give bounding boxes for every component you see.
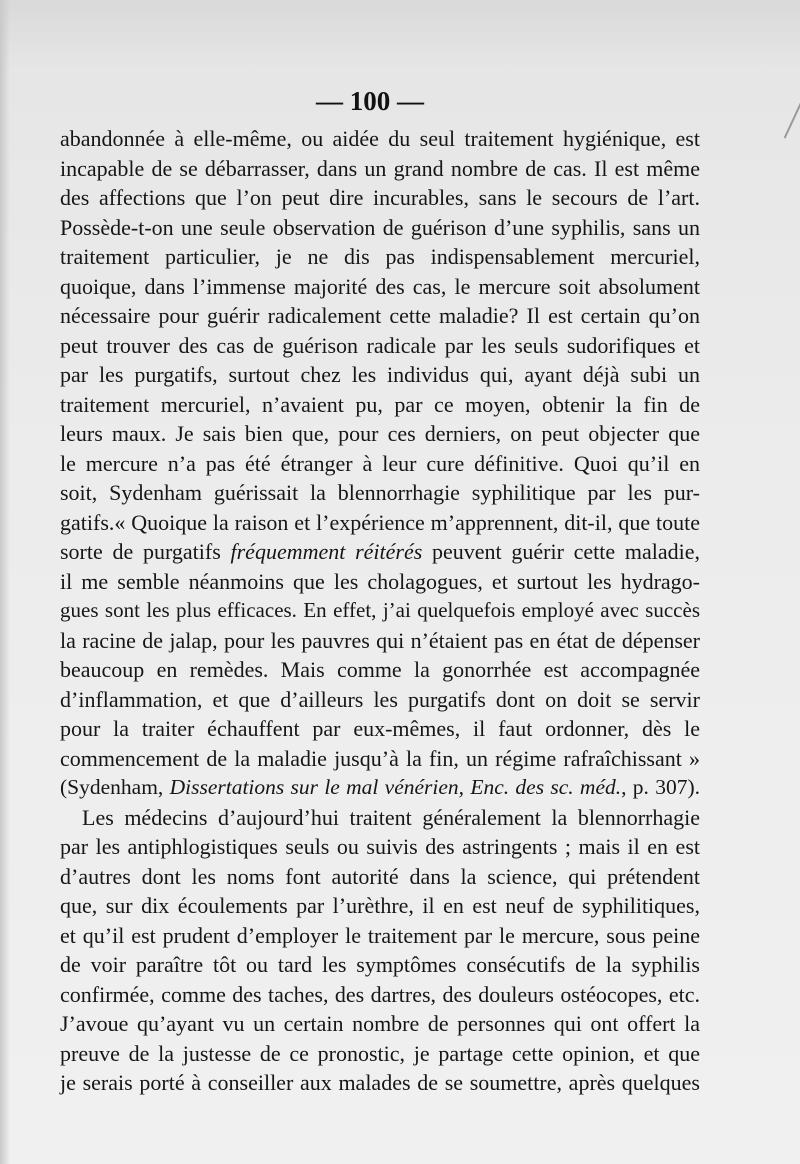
text-line: J’avoue qu’ayant vu un certain nombre de personnes qui ont offert la [60, 1011, 700, 1036]
text-line: confirmée, comme des taches, des dartres, des douleurs ostéocopes, etc. [60, 981, 700, 1007]
text-line-with-emphasis [60, 537, 700, 567]
margin-pencil-mark [784, 101, 800, 138]
text-line: traitement mercuriel, n’avaient pu, par ce moyen, obtenir la fin de [60, 391, 700, 417]
text-line: commencement de la maladie jusqu’à la fin, un régime rafraîchissant » [60, 745, 700, 771]
text-line: de voir paraître tôt ou tard les symptômes consécutifs de la syphilis [60, 952, 700, 977]
text-line: beaucoup en remèdes. Mais comme la gonorrhée est accompagnée [60, 657, 700, 682]
text-line: traitement particulier, je ne dis pas indispensablement mercuriel, [60, 244, 700, 269]
text-line: des affections que l’on peut dire incurables, sans le secours de l’art. [60, 185, 700, 210]
paragraph-start-line: Les médecins d’aujourd’hui traitent généralement la blennorrhagie [82, 804, 700, 830]
text-line: quoique, dans l’immense majorité des cas, le mercure soit absolument [60, 273, 700, 299]
citation-line [60, 773, 700, 803]
text-line: gatifs.« Quoique la raison et l’expérience m’apprennent, dit-il, que toute [60, 509, 700, 535]
citation-open: (Sydenham, [60, 775, 170, 799]
text-line: nécessaire pour guérir radicalement cette maladie? Il est certain qu’on [60, 303, 700, 328]
text-line: par les antiphlogistiques seuls ou suivis des astringents ; mais il en est [60, 834, 700, 859]
text-line: gues sont les plus efficaces. En effet, j’ai quelquefois employé avec succès [60, 598, 700, 622]
text-line: soit, Sydenham guérissait la blennorrhagie syphilitique par les pur- [60, 480, 700, 505]
text-line: la racine de jalap, pour les pauvres qui n’étaient pas en état de dépenser [60, 627, 700, 653]
text-line: abandonnée à elle-même, ou aidée du seul traitement hygiénique, est [60, 126, 700, 151]
text-line: Possède-t-on une seule observation de guérison d’une syphilis, sans un [60, 214, 700, 240]
citation-title: Dissertations sur le mal vénérien, Enc. des sc. méd. [169, 775, 622, 799]
line-text: sorte de purgatifs [60, 539, 231, 564]
text-line: que, sur dix écoulements par l’urèthre, il en est neuf de syphilitiques, [60, 893, 700, 918]
page-edge-shadow [0, 0, 10, 1164]
text-line: preuve de la justesse de ce pronostic, je partage cette opinion, et que [60, 1040, 700, 1066]
text-line: le mercure n’a pas été étranger à leur cure définitive. Quoi qu’il en [60, 450, 700, 476]
text-line: d’autres dont les noms font autorité dans la science, qui prétendent [60, 863, 700, 889]
text-line: il me semble néanmoins que les cholagogues, et surtout les hydrago- [60, 568, 700, 594]
text-line: incapable de se débarrasser, dans un grand nombre de cas. Il est même [60, 155, 700, 181]
body-text [60, 124, 700, 1098]
text-line: peut trouver des cas de guérison radicale par les seuls sudorifiques et [60, 332, 700, 358]
text-line: leurs maux. Je sais bien que, pour ces derniers, on peut objecter que [60, 421, 700, 446]
text-line: pour la traiter échauffent par eux-mêmes, il faut ordonner, dès le [60, 716, 700, 741]
page-number: — 100 — [316, 86, 424, 116]
text-line: par les purgatifs, surtout chez les individus qui, ayant déjà subi un [60, 362, 700, 387]
italic-emphasis: fréquemment réitérés [230, 539, 423, 564]
line-text: peuvent guérir cette maladie, [422, 539, 700, 564]
citation-close: , p. 307). [621, 775, 700, 799]
text-line: d’inflammation, et que d’ailleurs les purgatifs dont on doit se servir [60, 686, 700, 712]
text-line: je serais porté à conseiller aux malades de se soumettre, après quelques [60, 1070, 700, 1095]
text-line: et qu’il est prudent d’employer le traitement par le mercure, sous peine [60, 922, 700, 948]
